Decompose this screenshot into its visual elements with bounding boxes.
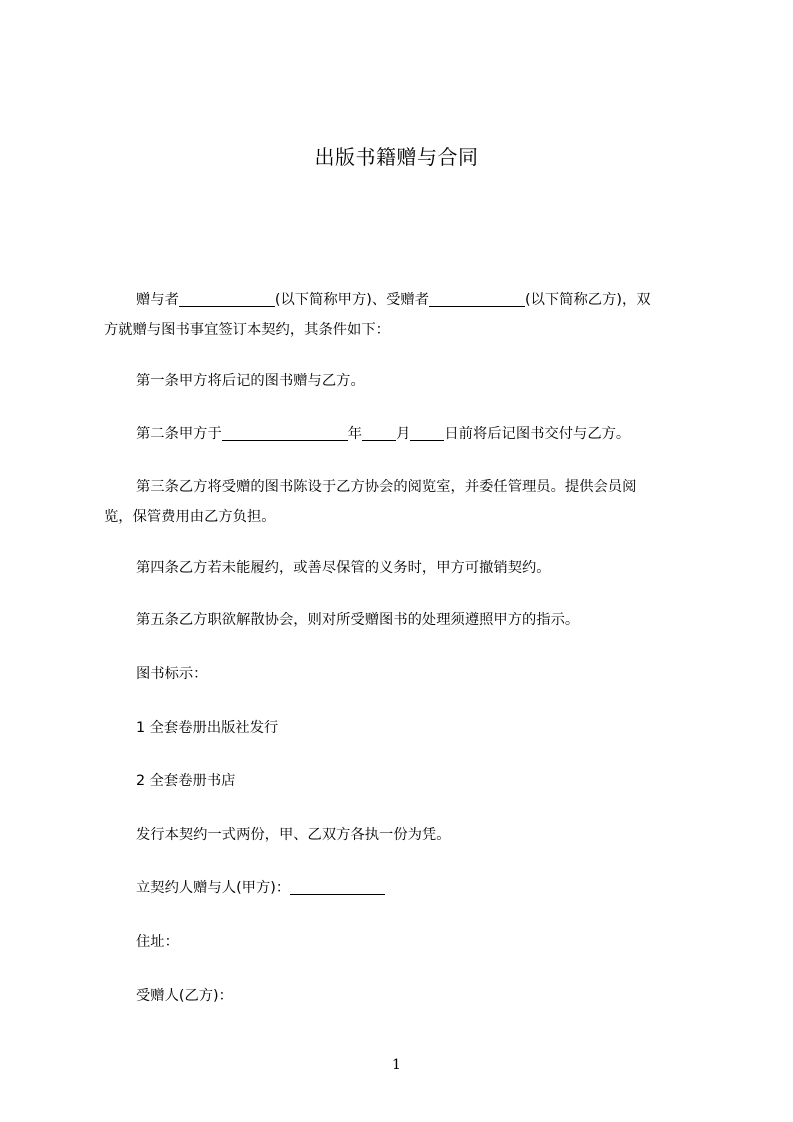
donor-signature-line <box>104 873 736 903</box>
intro-middle-text: (以下简称甲方)、受赠者 <box>274 292 430 308</box>
book-item-2: 2 全套卷册书店 <box>136 773 236 789</box>
books-heading: 图书标示： <box>136 666 208 682</box>
intro-line-2: 方就赠与图书事宜签订本契约，其条件如下： <box>104 322 390 338</box>
article-3-line-2: 览，保管费用由乙方负担。 <box>104 509 276 525</box>
copies-note: 发行本契约一式两份，甲、乙双方各执一份为凭。 <box>136 827 451 843</box>
donor-label: 赠与者 <box>136 292 179 308</box>
intro-end-text: (以下简称乙方)，双 <box>525 292 651 308</box>
article-2 <box>104 419 736 449</box>
article-1: 第一条甲方将后记的图书赠与乙方。 <box>136 373 365 389</box>
donor-signature-label: 立契约人赠与人(甲方)： <box>136 880 291 896</box>
article-2-suffix: 日前将后记图书交付与乙方。 <box>444 426 631 442</box>
year-label: 年 <box>347 426 363 442</box>
intro-line-1 <box>104 285 736 315</box>
article-4: 第四条乙方若未能履约，或善尽保管的义务时，甲方可撤销契约。 <box>136 560 551 576</box>
donor-signature-blank <box>290 877 385 895</box>
article-5: 第五条乙方职欲解散协会，则对所受赠图书的处理须遵照甲方的指示。 <box>136 612 580 628</box>
recipient-name-blank <box>429 289 525 307</box>
article-2-prefix: 第二条甲方于 <box>136 426 222 442</box>
year-blank <box>222 423 348 441</box>
donor-name-blank <box>179 289 275 307</box>
article-3-line-1: 第三条乙方将受赠的图书陈设于乙方协会的阅览室，并委任管理员。提供会员阅 <box>136 479 637 495</box>
month-label: 月 <box>396 426 411 442</box>
recipient-line: 受赠人(乙方)： <box>136 988 233 1004</box>
month-blank <box>362 423 396 441</box>
page-number: 1 <box>392 1057 401 1073</box>
book-item-1: 1 全套卷册出版社发行 <box>136 720 279 736</box>
document-title: 出版书籍赠与合同 <box>314 145 479 169</box>
address-line: 住址： <box>136 934 179 950</box>
day-blank <box>410 423 444 441</box>
